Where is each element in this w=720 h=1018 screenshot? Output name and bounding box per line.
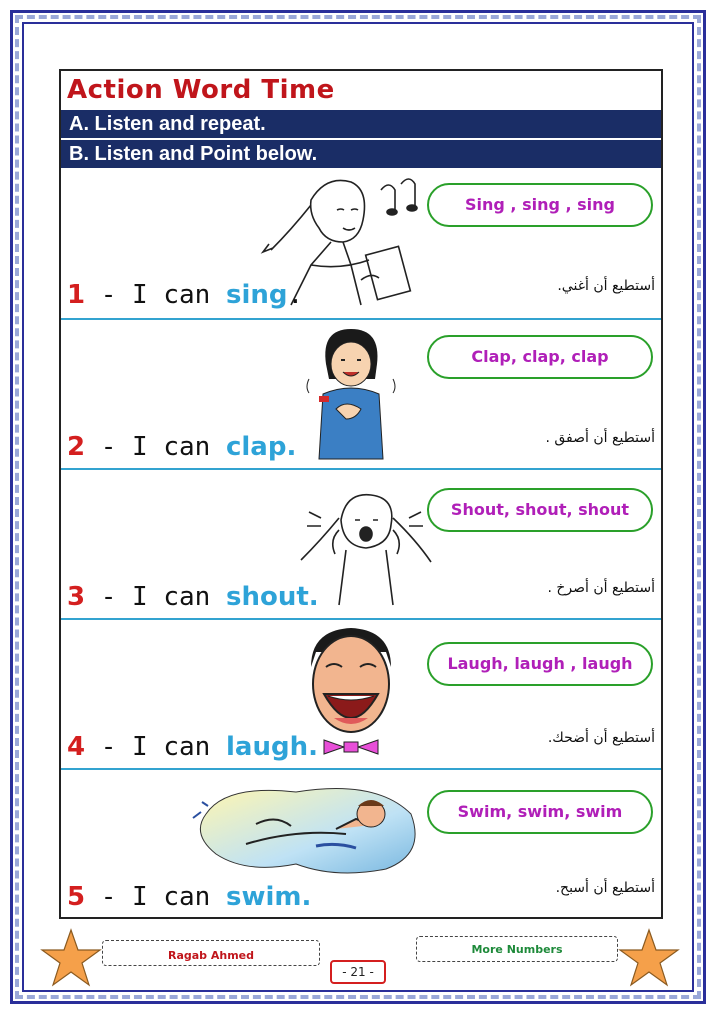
action-row-sing bbox=[61, 168, 661, 318]
chant-bubble-shout: Shout, shout, shout bbox=[427, 488, 653, 532]
verb-word: clap. bbox=[225, 432, 297, 462]
action-row-clap bbox=[61, 320, 661, 470]
row-number: 2 bbox=[67, 432, 86, 462]
star-icon bbox=[618, 928, 680, 988]
worksheet-box bbox=[59, 69, 663, 919]
sentence-prefix: - I can bbox=[85, 882, 226, 912]
series-box bbox=[416, 936, 618, 962]
sentence-prefix: - I can bbox=[85, 432, 226, 462]
action-row-laugh bbox=[61, 620, 661, 770]
chant-bubble-clap: Clap, clap, clap bbox=[427, 335, 653, 379]
sentence-clap bbox=[67, 432, 296, 462]
verb-word: laugh. bbox=[225, 732, 318, 762]
sentence-swim bbox=[67, 882, 311, 912]
verb-word: swim. bbox=[225, 882, 312, 912]
sentence-shout bbox=[67, 582, 319, 612]
arabic-laugh: أستطيع أن أضحك. bbox=[547, 730, 655, 746]
sentence-suffix: . bbox=[287, 280, 304, 310]
arabic-swim: أستطيع أن أسبح. bbox=[555, 880, 655, 896]
worksheet-title: Action Word Time bbox=[67, 75, 335, 105]
arabic-sing: أستطيع أن أغني. bbox=[557, 278, 655, 294]
chant-bubble-sing: Sing , sing , sing bbox=[427, 183, 653, 227]
chant-bubble-laugh: Laugh, laugh , laugh bbox=[427, 642, 653, 686]
sentence-prefix: - I can bbox=[85, 280, 226, 310]
row-number: 1 bbox=[67, 280, 86, 310]
sentence-prefix: - I can bbox=[85, 732, 226, 762]
verb-word: shout. bbox=[225, 582, 319, 612]
boy-swimming-icon bbox=[186, 774, 426, 884]
sentence-prefix: - I can bbox=[85, 582, 226, 612]
sentence-laugh bbox=[67, 732, 318, 762]
chant-bubble-swim: Swim, swim, swim bbox=[427, 790, 653, 834]
row-number: 4 bbox=[67, 732, 86, 762]
row-number: 5 bbox=[67, 882, 86, 912]
arabic-clap: أستطيع أن أصفق . bbox=[545, 430, 655, 446]
instruction-a: A. Listen and repeat. bbox=[61, 110, 661, 138]
page-number: - 21 - bbox=[330, 960, 386, 984]
star-icon bbox=[40, 928, 102, 988]
author-box bbox=[102, 940, 320, 966]
row-number: 3 bbox=[67, 582, 86, 612]
verb-word: sing bbox=[225, 280, 288, 310]
action-row-shout bbox=[61, 470, 661, 620]
girl-clapping-icon bbox=[301, 324, 401, 464]
arabic-shout: أستطيع أن أصرخ . bbox=[547, 580, 655, 596]
sentence-sing bbox=[67, 280, 303, 310]
series-name: More Numbers bbox=[471, 943, 563, 956]
author-name: Ragab Ahmed bbox=[167, 949, 255, 962]
action-row-swim bbox=[61, 770, 661, 920]
instruction-b: B. Listen and Point below. bbox=[61, 140, 661, 168]
